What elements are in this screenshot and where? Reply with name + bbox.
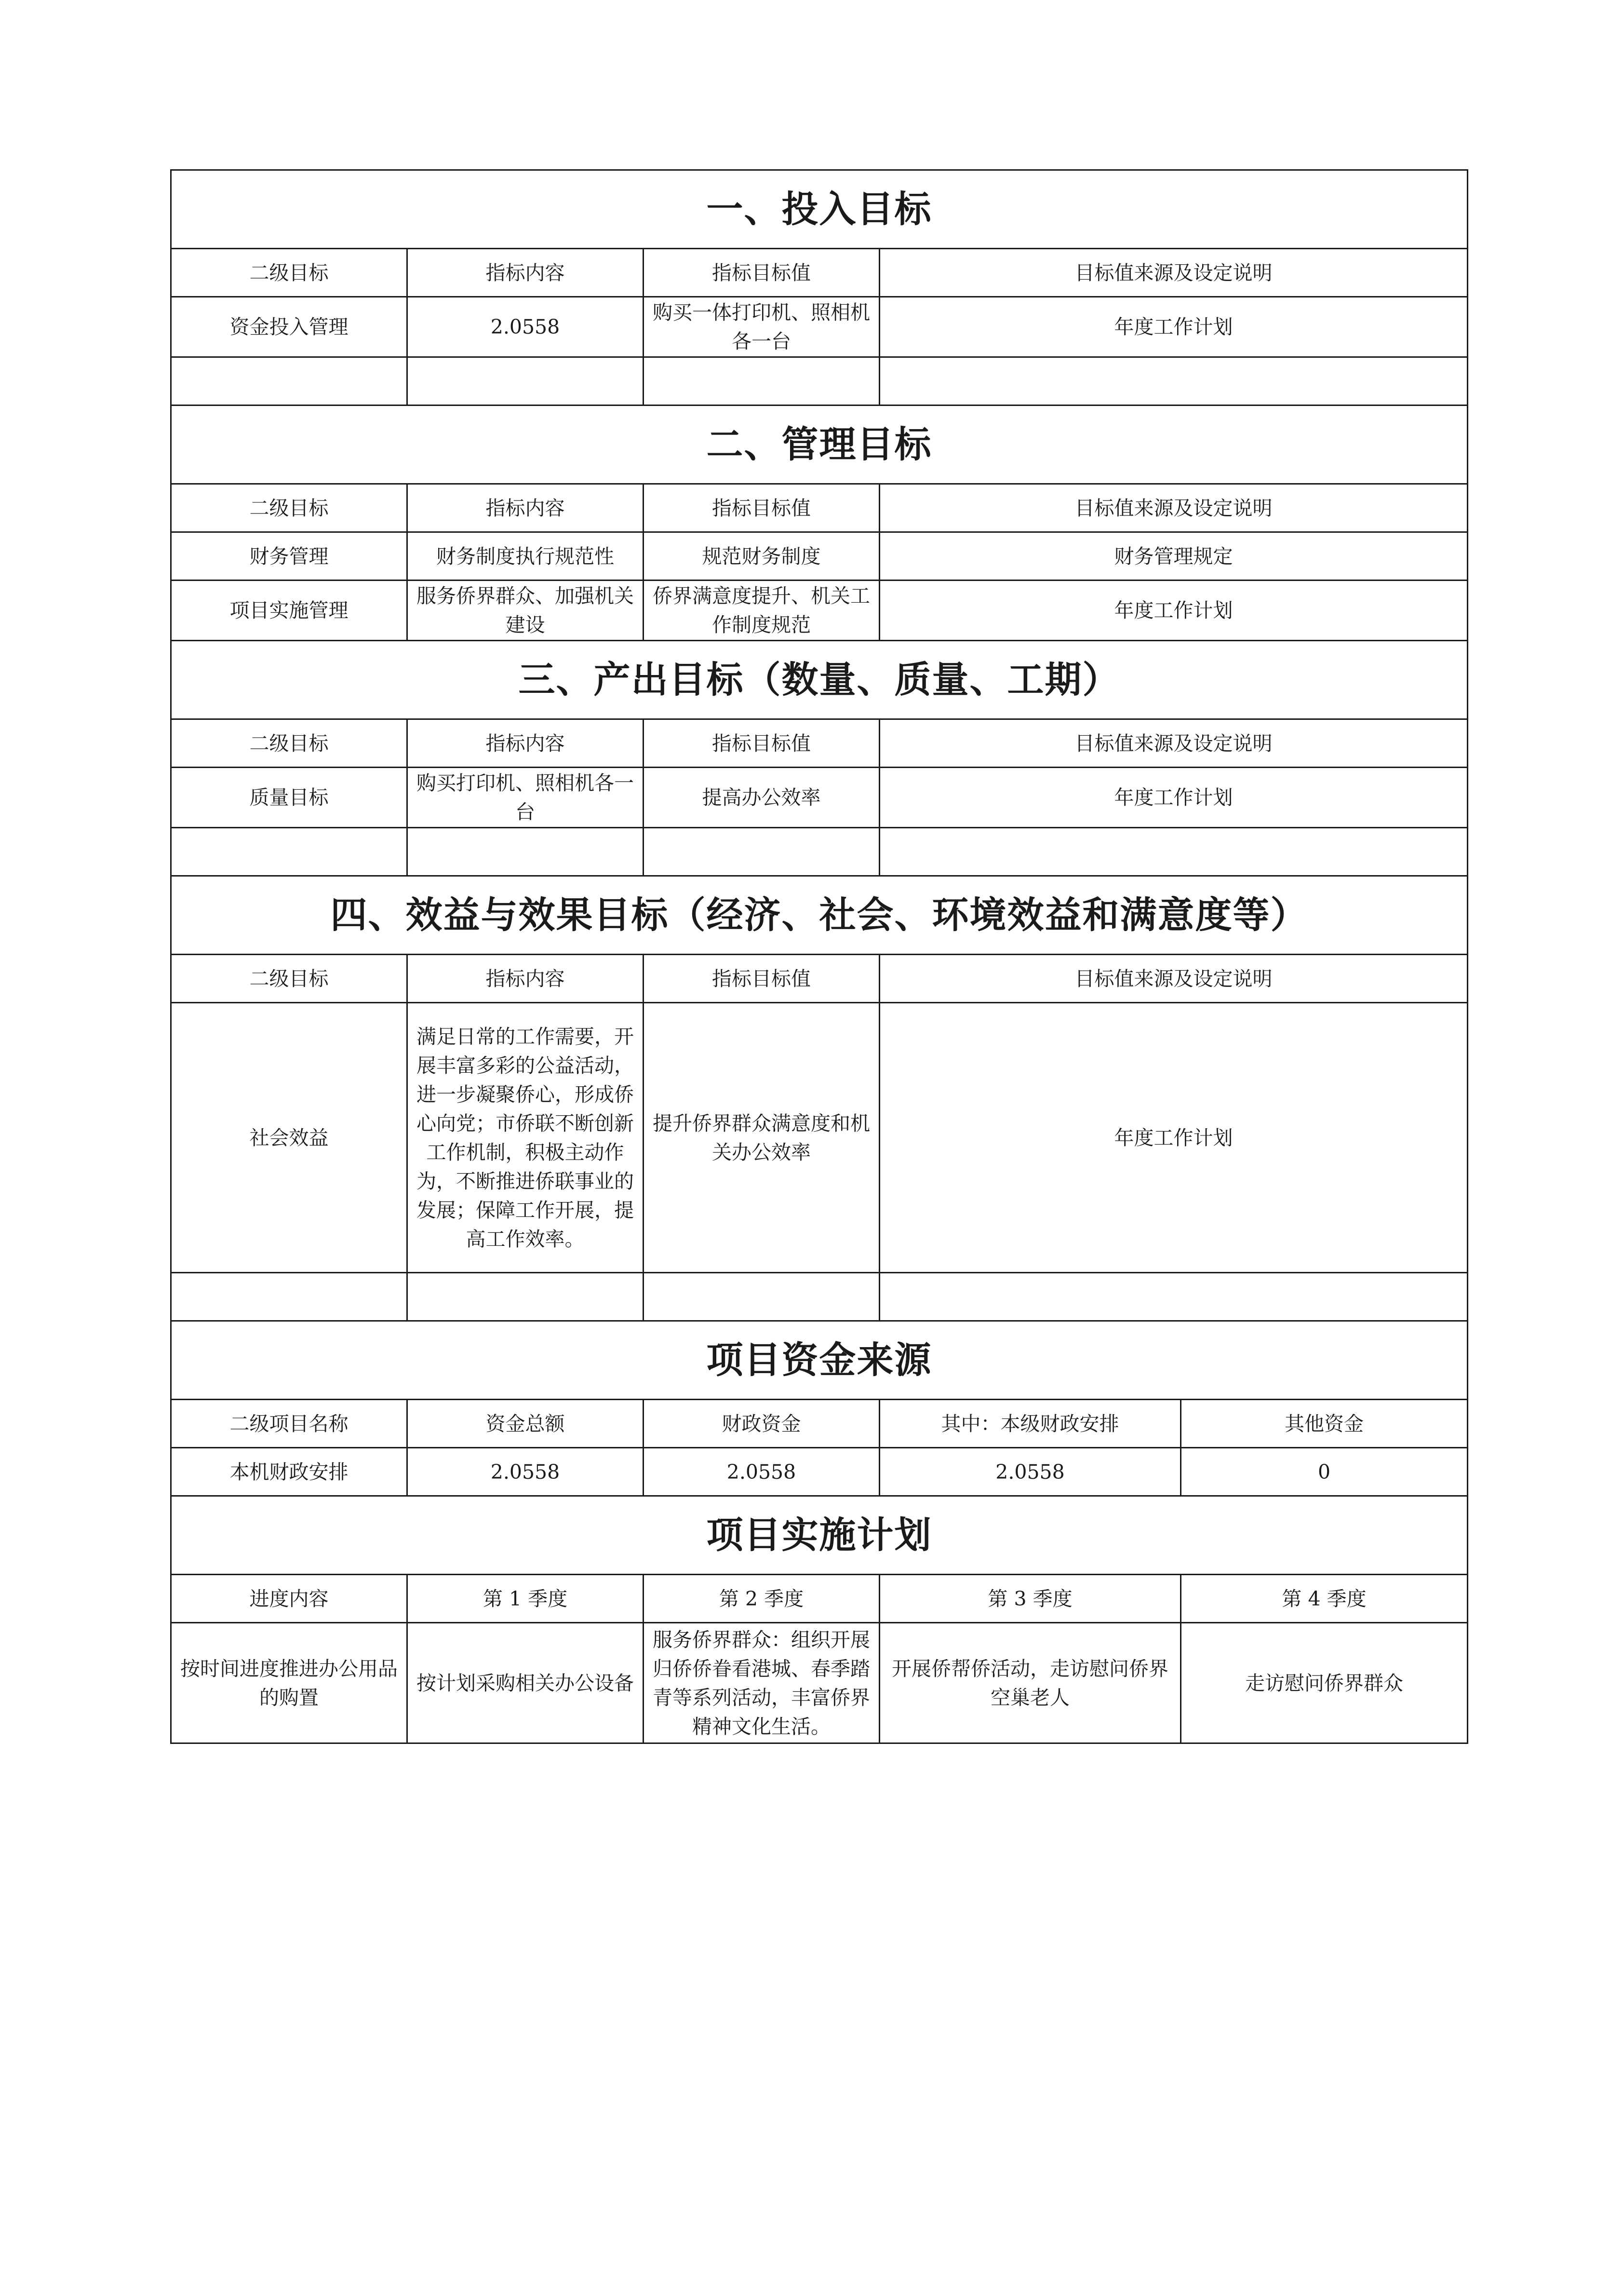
header-cell: 二级目标 — [171, 249, 407, 297]
table-cell: 财务管理 — [171, 532, 407, 581]
header-cell: 指标内容 — [407, 484, 644, 532]
table-cell: 提升侨界群众满意度和机关办公效率 — [644, 1003, 880, 1273]
table-cell: 2.0558 — [407, 297, 644, 357]
header-cell: 指标目标值 — [644, 249, 880, 297]
header-cell: 财政资金 — [644, 1400, 880, 1448]
table-cell: 2.0558 — [407, 1448, 644, 1496]
table-cell: 质量目标 — [171, 768, 407, 828]
table-cell: 服务侨界群众、加强机关建设 — [407, 581, 644, 641]
table-cell: 开展侨帮侨活动，走访慰问侨界空巢老人 — [880, 1623, 1181, 1743]
header-cell: 第 2 季度 — [644, 1575, 880, 1623]
header-cell: 资金总额 — [407, 1400, 644, 1448]
section-title-output: 三、产出目标（数量、质量、工期） — [171, 641, 1468, 719]
table-cell: 2.0558 — [880, 1448, 1181, 1496]
empty-row — [171, 1273, 1468, 1321]
empty-cell — [880, 1273, 1468, 1321]
header-cell: 指标目标值 — [644, 955, 880, 1003]
table-row — [171, 1448, 1468, 1496]
header-cell: 二级目标 — [171, 484, 407, 532]
header-cell: 二级目标 — [171, 955, 407, 1003]
table-cell: 按时间进度推进办公用品的购置 — [171, 1623, 407, 1743]
header-cell: 目标值来源及设定说明 — [880, 249, 1468, 297]
header-cell: 二级项目名称 — [171, 1400, 407, 1448]
header-cell: 其他资金 — [1181, 1400, 1468, 1448]
header-cell: 目标值来源及设定说明 — [880, 955, 1468, 1003]
empty-cell — [171, 357, 407, 405]
empty-row — [171, 828, 1468, 876]
empty-cell — [407, 1273, 644, 1321]
section-title-management: 二、管理目标 — [171, 405, 1468, 484]
table-cell: 财务制度执行规范性 — [407, 532, 644, 581]
table-row — [171, 1623, 1468, 1743]
table-row — [171, 532, 1468, 581]
table-cell: 购买打印机、照相机各一台 — [407, 768, 644, 828]
empty-cell — [171, 1273, 407, 1321]
table-cell: 提高办公效率 — [644, 768, 880, 828]
table-cell: 年度工作计划 — [880, 768, 1468, 828]
table-row — [171, 297, 1468, 357]
table-cell: 满足日常的工作需要，开展丰富多彩的公益活动，进一步凝聚侨心，形成侨心向党；市侨联不断创新工作机制，积极主动作为，不断推进侨联事业的发展；保障工作开展，提高工作效率。 — [407, 1003, 644, 1273]
header-cell: 指标内容 — [407, 719, 644, 768]
section-title-input: 一、投入目标 — [171, 170, 1468, 249]
empty-cell — [880, 828, 1468, 876]
table-cell: 购买一体打印机、照相机各一台 — [644, 297, 880, 357]
table-row — [171, 581, 1468, 641]
empty-row — [171, 357, 1468, 405]
header-cell: 指标目标值 — [644, 719, 880, 768]
table-cell: 年度工作计划 — [880, 297, 1468, 357]
header-cell: 进度内容 — [171, 1575, 407, 1623]
table-cell: 财务管理规定 — [880, 532, 1468, 581]
performance-target-table — [170, 169, 1468, 1744]
table-cell: 年度工作计划 — [880, 1003, 1468, 1273]
empty-cell — [644, 828, 880, 876]
header-cell: 第 4 季度 — [1181, 1575, 1468, 1623]
table-cell: 社会效益 — [171, 1003, 407, 1273]
table-cell: 0 — [1181, 1448, 1468, 1496]
table-cell: 服务侨界群众：组织开展归侨侨眷看港城、春季踏青等系列活动，丰富侨界精神文化生活。 — [644, 1623, 880, 1743]
header-cell: 第 1 季度 — [407, 1575, 644, 1623]
table-cell: 本机财政安排 — [171, 1448, 407, 1496]
section-title-funding: 项目资金来源 — [171, 1321, 1468, 1400]
table-cell: 年度工作计划 — [880, 581, 1468, 641]
table-cell: 走访慰问侨界群众 — [1181, 1623, 1468, 1743]
header-cell: 指标内容 — [407, 249, 644, 297]
table-cell: 按计划采购相关办公设备 — [407, 1623, 644, 1743]
header-cell: 目标值来源及设定说明 — [880, 719, 1468, 768]
header-cell: 第 3 季度 — [880, 1575, 1181, 1623]
empty-cell — [407, 828, 644, 876]
table-row — [171, 768, 1468, 828]
table-cell: 2.0558 — [644, 1448, 880, 1496]
empty-cell — [880, 357, 1468, 405]
table-cell: 侨界满意度提升、机关工作制度规范 — [644, 581, 880, 641]
empty-cell — [407, 357, 644, 405]
header-cell: 其中：本级财政安排 — [880, 1400, 1181, 1448]
table-row — [171, 1003, 1468, 1273]
empty-cell — [644, 1273, 880, 1321]
empty-cell — [171, 828, 407, 876]
empty-cell — [644, 357, 880, 405]
section-title-plan: 项目实施计划 — [171, 1496, 1468, 1575]
section-title-benefit: 四、效益与效果目标（经济、社会、环境效益和满意度等） — [171, 876, 1468, 955]
table-cell: 项目实施管理 — [171, 581, 407, 641]
header-cell: 目标值来源及设定说明 — [880, 484, 1468, 532]
table-cell: 资金投入管理 — [171, 297, 407, 357]
table-cell: 规范财务制度 — [644, 532, 880, 581]
header-cell: 指标目标值 — [644, 484, 880, 532]
header-cell: 指标内容 — [407, 955, 644, 1003]
header-cell: 二级目标 — [171, 719, 407, 768]
